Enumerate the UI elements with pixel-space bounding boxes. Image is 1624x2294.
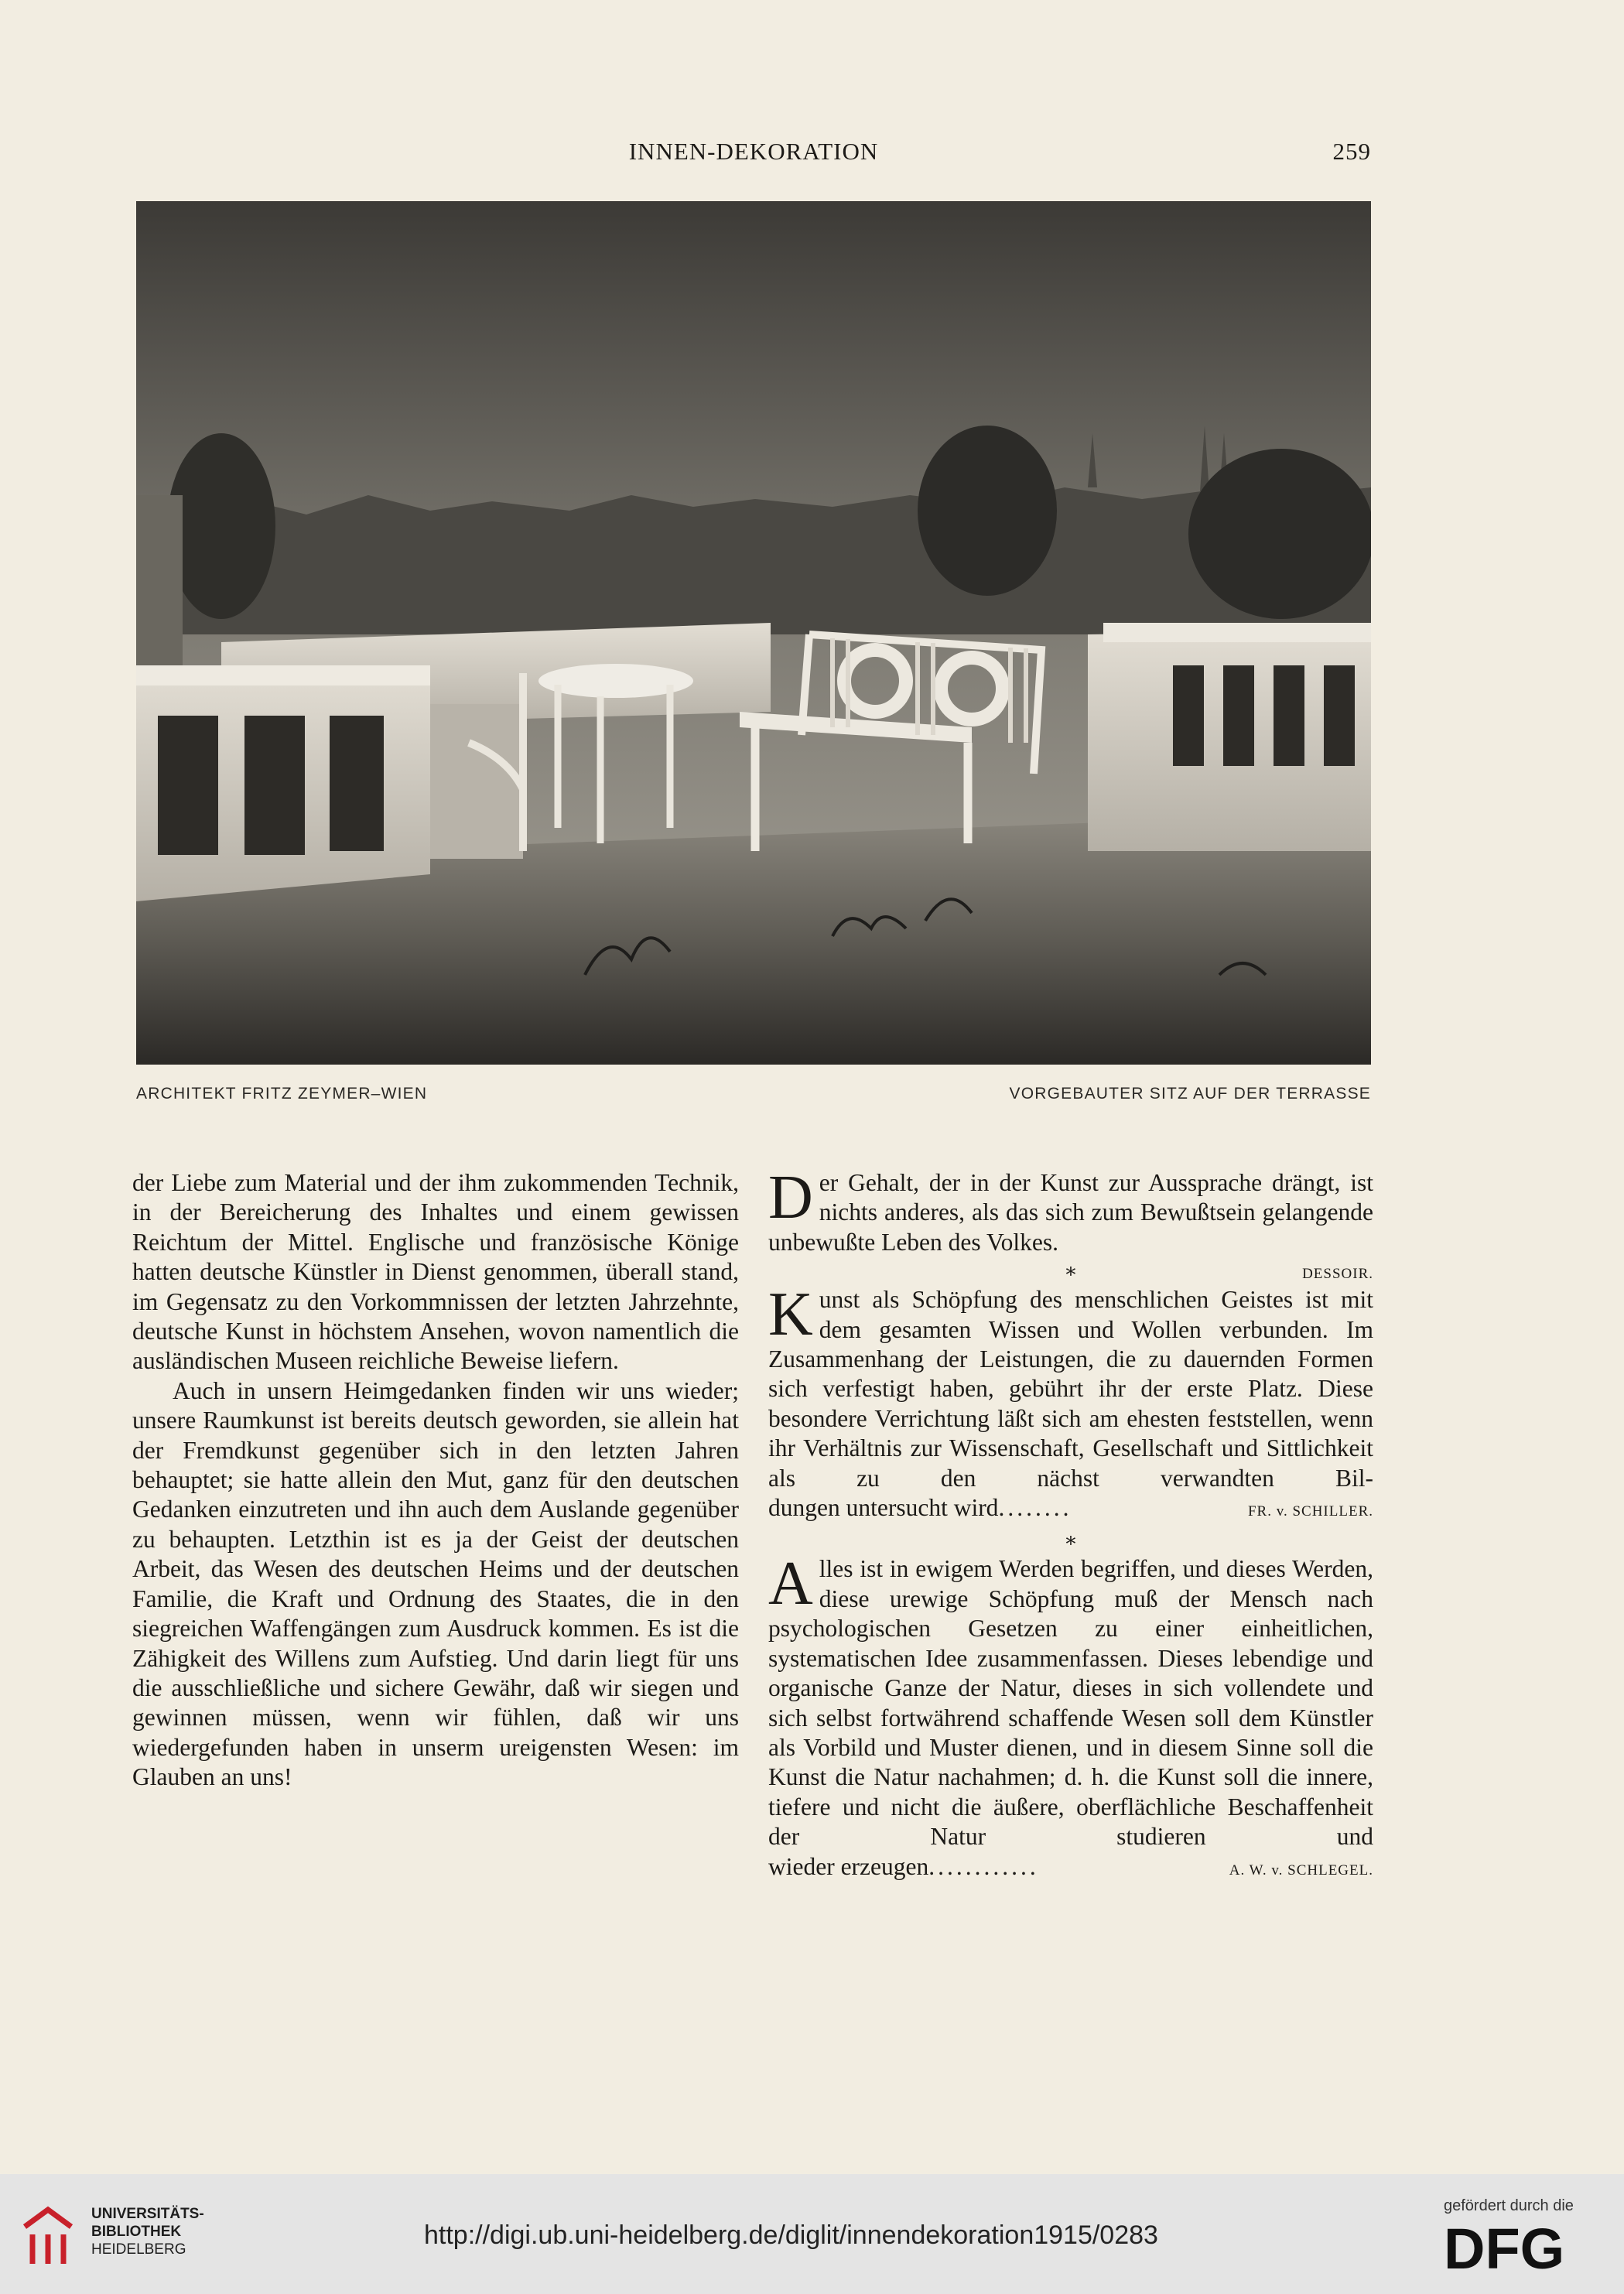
terrace-photograph (136, 201, 1371, 1065)
quote-author: FR. v. SCHILLER. (1247, 1503, 1373, 1520)
quote-last-line: wieder erzeugen (768, 1852, 929, 1880)
library-line-1: UNIVERSITÄTS- (91, 2206, 204, 2222)
quote-schiller (768, 1280, 1373, 1554)
running-head (136, 138, 1371, 169)
drop-cap: A (768, 1550, 813, 1619)
drop-cap: K (768, 1280, 813, 1349)
right-column (768, 1164, 1373, 1885)
quote-endline (768, 1493, 1373, 1526)
paragraph-1: der Liebe zum Material und der ihm zukommenden Technik, in der Bereicherung des Inhaltes und einem gewissen Reichtum der Mittel. Englische und französische Könige hatten deutsche Künstler in Dienst genommen, überall stand, im Gegensatz zu den Vorkommnissen der letzten Jahrzehnte, deutsche Kunst in höchstem Ansehen, wovon namentlich die ausländischen Museen reichliche Beweise liefern. (132, 1169, 739, 1375)
caption-architect: ARCHITEKT FRITZ ZEYMER–WIEN (136, 1085, 428, 1103)
quote-schlegel (768, 1550, 1373, 1885)
footer-bar (0, 2174, 1624, 2294)
asterisk: ∗ (1064, 1529, 1078, 1552)
page-number: 259 (1332, 138, 1371, 165)
caption-title: VORGEBAUTER SITZ AUF DER TERRASSE (1009, 1085, 1371, 1103)
dfg-logo-text: DFG (1444, 2220, 1565, 2275)
separator (768, 1526, 1373, 1554)
quote-last-line: dungen untersucht wird (768, 1494, 999, 1522)
funder-label: gefördert durch die (1444, 2197, 1574, 2214)
leader-dots: ........ (998, 1494, 1072, 1522)
separator (768, 1257, 1373, 1285)
source-url-link[interactable]: http://digi.ub.uni-heidelberg.de/diglit/innendekoration1915/0283 (424, 2220, 1158, 2250)
asterisk: ∗ (1064, 1260, 1078, 1283)
quote-author: A. W. v. SCHLEGEL. (1229, 1862, 1373, 1879)
university-library-logo-icon[interactable] (17, 2196, 87, 2273)
quote-dessoir (768, 1164, 1373, 1285)
quote-text: lles ist in ewigem Werden begriffen, und dieses Werden, diese urewige Schöpfung muß der Mensch nach psychologischen Gesetzen zu einer einheitlichen, systematischen Idee zusammenfassen. Dieses lebendige und organische Ganze der Natur, dieses in sich vollendete und sich selbst fortwährend schaffende Wesen soll dem Künstler als Vorbild und Muster dienen, und in diesem Sinne soll die Kunst die Natur nachahmen; d. h. die Kunst soll die innere, tiefere und nicht die äußere, oberflächliche Beschaffenheit der Natur studieren und (768, 1555, 1373, 1851)
left-column (132, 1168, 739, 1793)
library-line-2: BIBLIOTHEK (91, 2224, 182, 2240)
leader-dots: ............ (928, 1852, 1039, 1880)
drop-cap: D (768, 1164, 813, 1232)
quote-text: er Gehalt, der in der Kunst zur Aussprache drängt, ist nichts anderes, als das sich zum Bewußtsein gelangende unbewußte Leben des Volkes. (768, 1169, 1373, 1256)
dfg-logo-icon[interactable] (1444, 2220, 1602, 2275)
quote-author: DESSOIR. (1302, 1266, 1373, 1283)
library-line-3: HEIDELBERG (91, 2241, 186, 2258)
paragraph-2: Auch in unsern Heimgedanken finden wir uns wieder; unsere Raumkunst ist bereits deutsch geworden, sie allein hat der Fremdkunst gegenüber sich in den letzten Jahren behauptet; sie hatte allein den Mut, ganz für den deutschen Gedanken einzutreten und ihn auch dem Auslande gegenüber zu behaupten. Letzthin ist es ja der Geist der deutschen Arbeit, das Wesen des deutschen Heims und der deutschen Familie, die Kraft und Ordnung des Staates, die in den siegreichen Waffengängen zum Ausdruck kommen. Es ist die Zähigkeit des Willens zum Aufstieg. Und darin liegt für uns die ausschließliche und sichere Gewähr, daß wir siegen und gewinnen müssen, wenn wir fühlen, daß wir uns wiedergefunden haben in unserm ureigensten Wesen: im Glauben an uns! (132, 1376, 739, 1791)
quote-text: unst als Schöpfung des menschlichen Geistes ist mit dem gesamten Wissen und Wollen verbunden. Im Zusammenhang der Leistungen, die zu dauernden Formen sich verfestigt haben, gebührt ihr der erste Platz. Diese besondere Verrichtung läßt sich am ehesten feststellen, wenn ihr Verhältnis zur Wissenschaft, Gesellschaft und Sittlichkeit als zu den nächst verwandten Bil- (768, 1286, 1373, 1492)
journal-title: INNEN-DEKORATION (628, 138, 879, 165)
quote-endline (768, 1852, 1373, 1885)
library-name (91, 2205, 204, 2258)
